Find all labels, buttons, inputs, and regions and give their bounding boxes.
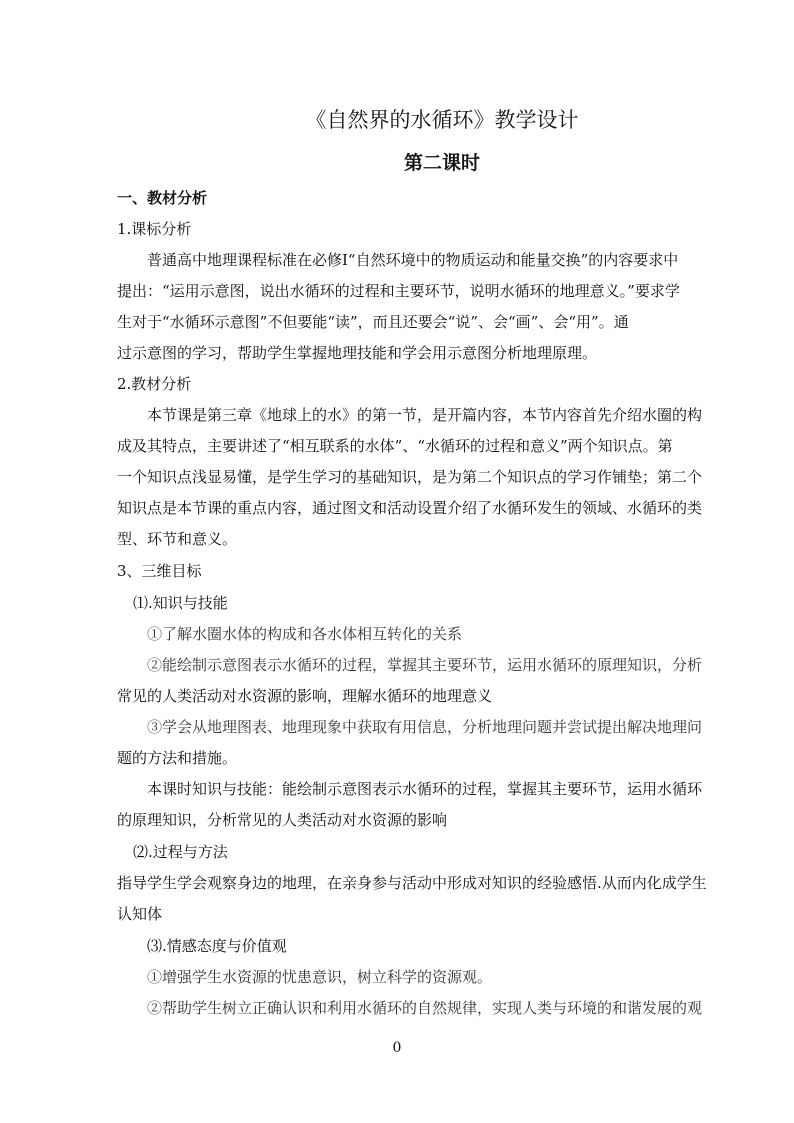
paragraph-line: 过示意图的学习，帮助学生掌握地理技能和学会用示意图分析地理原理。 [117,344,598,362]
paragraph-line: 认知体 [117,905,163,923]
goal-line: ①了解水圈水体的构成和各水体相互转化的关系 [147,625,463,643]
goal-line: ③学会从地理图表、地理现象中获取有用信息，分析地理问题并尝试提出解决地理问 [147,718,703,736]
paragraph-line: 知识点是本节课的重点内容，通过图文和活动设置介绍了水循环发生的领域、水循环的类 [117,499,703,517]
sub-heading-2: ⑵.过程与方法 [133,843,228,861]
paragraph-line: 普通高中地理课程标准在必修Ⅰ“自然环境中的物质运动和能量交换”的内容要求中 [147,251,679,269]
paragraph-line: 本节课是第三章《地球上的水》的第一节，是开篇内容，本节内容首先介绍水圈的构 [147,406,703,424]
sub-heading-1: ⑴.知识与技能 [133,594,228,612]
item-heading-3: 3、三维目标 [117,562,202,580]
doc-subtitle: 第二课时 [403,152,480,174]
paragraph-line: 生对于“水循环示意图”不但要能“读”，而且还要会“说”、会“画”、会“用”。通 [117,313,629,331]
paragraph-line: 一个知识点浅显易懂，是学生学习的基础知识，是为第二个知识点的学习作铺垫；第二个 [117,468,703,486]
section-heading-1: 一、教材分析 [117,189,208,207]
goal-line: ①增强学生水资源的忧患意识，树立科学的资源观。 [147,968,493,986]
paragraph-line: 本课时知识与技能：能绘制示意图表示水循环的过程，掌握其主要环节，运用水循环 [147,780,703,798]
goal-line: ②帮助学生树立正确认识和利用水循环的自然规律，实现人类与环境的和谐发展的观 [147,999,703,1017]
paragraph-line: 指导学生学会观察身边的地理，在亲身参与活动中形成对知识的经验感悟.从而内化成学生 [117,874,707,892]
goal-line: ②能绘制示意图表示水循环的过程，掌握其主要环节，运用水循环的原理知识，分析 [147,656,703,674]
sub-heading-3: ⑶.情感态度与价值观 [147,937,287,955]
item-heading-1: 1.课标分析 [117,220,192,238]
item-heading-2: 2.教材分析 [117,375,192,393]
page-number: 0 [392,1040,402,1056]
paragraph-line: 型、环节和意义。 [117,530,238,548]
paragraph-line: 提出：“运用示意图，说出水循环的过程和主要环节，说明水循环的地理意义。”要求学 [117,282,680,300]
paragraph-line: 成及其特点，主要讲述了“相互联系的水体”、“水循环的过程和意义”两个知识点。第 [117,437,673,455]
goal-line: 题的方法和措施。 [117,749,238,767]
paragraph-line: 的原理知识，分析常见的人类活动对水资源的影响 [117,811,448,829]
goal-line: 常见的人类活动对水资源的影响，理解水循环的地理意义 [117,687,493,705]
doc-title: 《自然界的水循环》教学设计 [305,108,579,132]
